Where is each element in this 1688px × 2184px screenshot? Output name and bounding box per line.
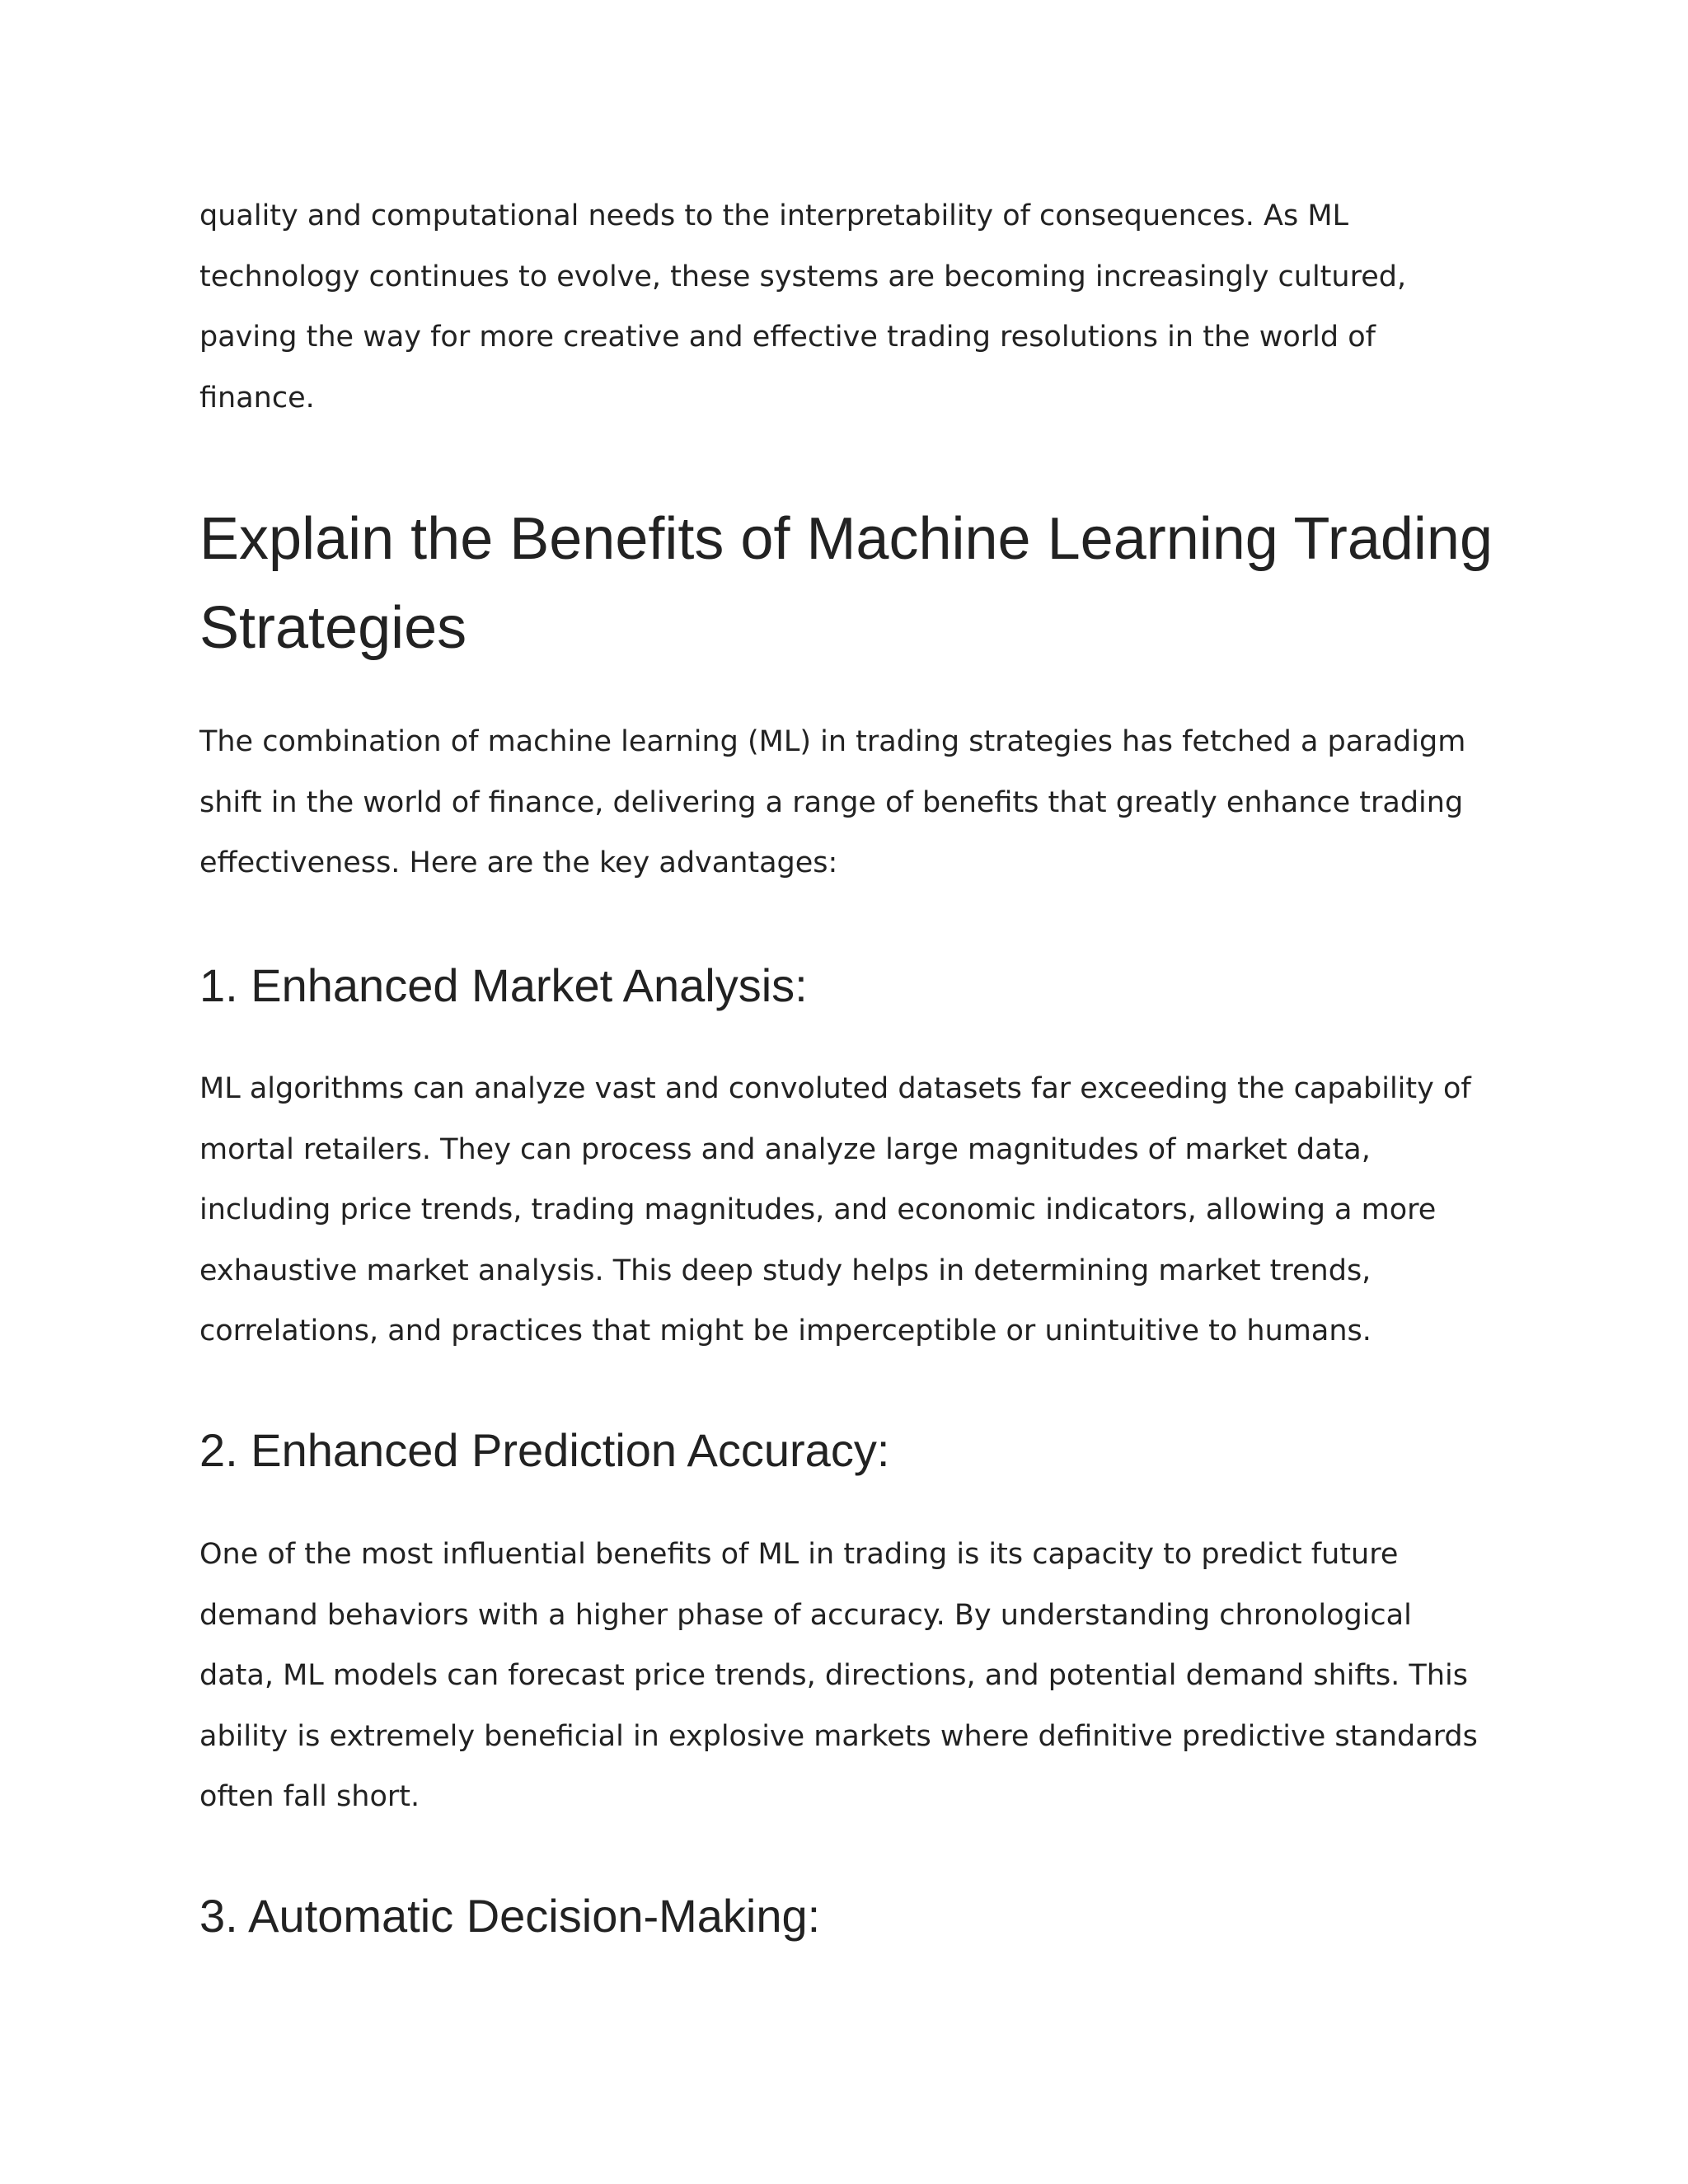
- text-line: shift in the world of finance, delivering a range of benefits that greatly enhance trading: [199, 785, 1464, 819]
- text-line: demand behaviors with a higher phase of accuracy. By understanding chronological: [199, 1598, 1412, 1632]
- section-heading-prediction-accuracy: 2. Enhanced Prediction Accuracy:: [199, 1424, 890, 1476]
- text-line: including price trends, trading magnitudes, and economic indicators, allowing a more: [199, 1193, 1437, 1226]
- text-line: mortal retailers. They can process and analyze large magnitudes of market data,: [199, 1132, 1371, 1166]
- text-line: exhaustive market analysis. This deep study helps in determining market trends,: [199, 1254, 1372, 1287]
- text-line: paving the way for more creative and effective trading resolutions in the world of: [199, 321, 1376, 354]
- text-line: ML algorithms can analyze vast and convoluted datasets far exceeding the capability of: [199, 1072, 1471, 1105]
- text-line: often fall short.: [199, 1780, 420, 1813]
- text-line: correlations, and practices that might be imperceptible or unintuitive to humans.: [199, 1315, 1372, 1347]
- section-heading-decision-making: 3. Automatic Decision-Making:: [199, 1890, 821, 1942]
- intro-paragraph: [199, 186, 1493, 429]
- section-paragraph-market-analysis: [199, 1059, 1493, 1362]
- text-line: finance.: [199, 381, 315, 415]
- heading-line: Strategies: [199, 595, 467, 661]
- text-line: ability is extremely beneficial in explosive markets where definitive predictive standards: [199, 1719, 1478, 1753]
- text-line: effectiveness. Here are the key advantages:: [199, 846, 838, 879]
- heading-line: Explain the Benefits of Machine Learning Trading: [199, 506, 1493, 572]
- section-heading-market-analysis: 1. Enhanced Market Analysis:: [199, 959, 808, 1011]
- text-line: technology continues to evolve, these systems are becoming increasingly cultured,: [199, 260, 1407, 293]
- text-line: data, ML models can forecast price trends, directions, and potential demand shifts. This: [199, 1659, 1468, 1692]
- section-paragraph-prediction-accuracy: [199, 1525, 1493, 1828]
- text-line: The combination of machine learning (ML) in trading strategies has fetched a paradigm: [199, 725, 1466, 758]
- text-line: One of the most influential benefits of ML in trading is its capacity to predict future: [199, 1538, 1399, 1571]
- main-paragraph: [199, 712, 1493, 894]
- text-line: quality and computational needs to the interpretability of consequences. As ML: [199, 199, 1349, 232]
- main-heading: [199, 494, 1493, 673]
